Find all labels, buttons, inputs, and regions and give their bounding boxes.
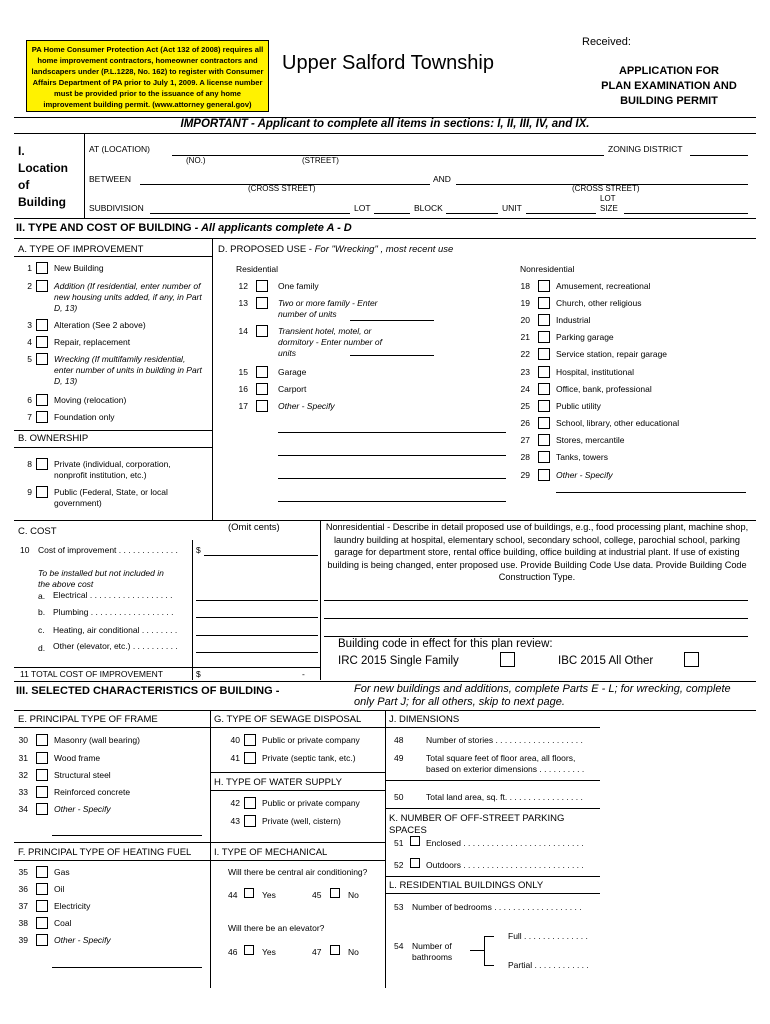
checkbox-18[interactable] (538, 280, 550, 292)
units-13-field[interactable] (350, 320, 434, 321)
dollar-11: $ (196, 669, 201, 679)
cost-c-letter: c. (38, 625, 45, 635)
item-label-17: Other - Specify (278, 401, 335, 411)
num-52: 52 (394, 860, 404, 870)
section-1-title-3: of (18, 178, 30, 192)
item-label-15: Garage (278, 367, 307, 377)
bathrooms-label: Number of bathrooms (412, 941, 453, 962)
lot-field[interactable] (374, 213, 410, 214)
item-number-23: 23 (520, 367, 530, 377)
zoning-district-label: ZONING DISTRICT (608, 144, 683, 154)
item-label-24: Office, bank, professional (556, 384, 652, 394)
total-cost-value[interactable]: - (302, 669, 305, 679)
item-number-8: 8 (27, 459, 32, 469)
item-label-16: Carport (278, 384, 307, 394)
township-title: Upper Salford Township (282, 52, 494, 74)
item-number-15: 15 (238, 367, 248, 377)
checkbox-14[interactable] (256, 325, 268, 337)
item-label-3: Alteration (See 2 above) (54, 320, 146, 330)
bedrooms-label: Number of bedrooms . . . . . . . . . . . . . . . . . . . (412, 902, 582, 912)
item-number-27: 27 (520, 435, 530, 445)
app-title-line-3: BUILDING PERMIT (620, 95, 718, 107)
checkbox-3[interactable] (36, 319, 48, 331)
checkbox-4[interactable] (36, 336, 48, 348)
item-number-28: 28 (520, 452, 530, 462)
checkbox-26[interactable] (538, 417, 550, 429)
num-50: 50 (394, 792, 404, 802)
cross-street-label-2: (CROSS STREET) (572, 184, 640, 193)
checkbox-13[interactable] (256, 297, 268, 309)
other-34-field[interactable] (52, 835, 202, 836)
a-type-title: A. TYPE OF IMPROVEMENT (18, 244, 144, 255)
outdoors-label: Outdoors . . . . . . . . . . . . . . . . . . . . . . . . . . (426, 860, 584, 870)
item-number-24: 24 (520, 384, 530, 394)
item-label-22: Service station, repair garage (556, 349, 668, 359)
item-number-35: 35 (18, 867, 28, 877)
app-title-line-2: PLAN EXAMINATION AND (601, 80, 737, 92)
partial-bath-label: Partial . . . . . . . . . . . . (508, 960, 589, 970)
cost-c-label: Heating, air conditional . . . . . . . . (53, 625, 178, 635)
stories-label: Number of stories . . . . . . . . . . . . . . . . . . . (426, 735, 583, 745)
checkbox-43[interactable] (244, 815, 256, 827)
item-label-25: Public utility (556, 401, 601, 411)
item-label-38: Coal (54, 918, 72, 928)
checkbox-42[interactable] (244, 797, 256, 809)
cost-improvement-field[interactable] (204, 555, 318, 556)
checkbox-22[interactable] (538, 348, 550, 360)
cost-b-letter: b. (38, 607, 46, 617)
cost-d-field[interactable] (196, 652, 318, 653)
other-17-line-2[interactable] (278, 455, 506, 456)
checkbox-5[interactable] (36, 353, 48, 365)
received-label: Received: (582, 36, 631, 48)
item-label-39: Other - Specify (54, 935, 111, 945)
yes-44-label: Yes (262, 890, 276, 900)
other-17-line-4[interactable] (278, 501, 506, 502)
nonresidential-label: Nonresidential (520, 264, 575, 274)
num-46: 46 (228, 947, 238, 957)
cost-a-letter: a. (38, 591, 46, 601)
code-in-effect-label: Building code in effect for this plan review: (338, 638, 553, 650)
floor-area-label: Total square feet of floor area, all floors, based on exterior dimensions . . . . . . . . . . (426, 753, 585, 774)
item-number-3: 3 (27, 320, 32, 330)
item-number-22: 22 (520, 349, 530, 359)
checkbox-15[interactable] (256, 366, 268, 378)
l-residential-title: L. RESIDENTIAL BUILDINGS ONLY (389, 880, 544, 891)
cross-street-label-1: (CROSS STREET) (248, 184, 316, 193)
item-number-30: 30 (18, 735, 28, 745)
item-label-37: Electricity (54, 901, 91, 911)
item-number-31: 31 (18, 753, 28, 763)
other-17-line-3[interactable] (278, 478, 506, 479)
d-title-suffix: For "Wrecking" , most recent use (314, 244, 454, 255)
checkbox-2[interactable] (36, 280, 48, 292)
item-label-29: Other - Specify (556, 470, 613, 480)
irc-checkbox[interactable] (500, 652, 515, 667)
total-cost-label: 11 TOTAL COST OF IMPROVEMENT (20, 669, 163, 679)
residential-label: Residential (236, 264, 279, 274)
checkbox-51[interactable] (410, 836, 420, 846)
num-47: 47 (312, 947, 322, 957)
b-ownership-title: B. OWNERSHIP (18, 433, 89, 444)
item-label-35: Gas (54, 867, 70, 877)
app-title-line-1: APPLICATION FOR (618, 65, 719, 77)
location-field[interactable] (172, 155, 604, 156)
between-label: BETWEEN (89, 174, 132, 184)
application-title (580, 64, 758, 109)
other-39-field[interactable] (52, 967, 202, 968)
e-frame-title: E. PRINCIPAL TYPE OF FRAME (18, 714, 158, 725)
item-number-41: 41 (230, 753, 240, 763)
cost-b-field[interactable] (196, 617, 318, 618)
cost-improvement-label: Cost of improvement . . . . . . . . . . . . . (38, 545, 178, 555)
elevator-question: Will there be an elevator? (228, 923, 325, 933)
num-51: 51 (394, 838, 404, 848)
item-number-14: 14 (238, 326, 248, 336)
to-be-installed-note: To be installed but not included in the above cost (38, 568, 164, 589)
num-45: 45 (312, 890, 322, 900)
section-3-note: For new buildings and additions, complete Parts E - L; for wrecking, complete only Part J; for all others, skip to next page. (354, 683, 731, 708)
h-water-title: H. TYPE OF WATER SUPPLY (214, 777, 342, 788)
dollar-10: $ (196, 545, 201, 555)
item-label-7: Foundation only (54, 412, 115, 422)
street-label: (STREET) (302, 156, 339, 165)
section-1-title-4: Building (18, 195, 66, 209)
describe-line-1[interactable] (324, 600, 748, 601)
checkbox-41[interactable] (244, 752, 256, 764)
item-number-36: 36 (18, 884, 28, 894)
checkbox-35[interactable] (36, 866, 48, 878)
section-2-title-main: II. TYPE AND COST OF BUILDING (16, 222, 192, 234)
zoning-district-field[interactable] (690, 155, 748, 156)
num-53: 53 (394, 902, 404, 912)
checkbox-9[interactable] (36, 486, 48, 498)
item-number-19: 19 (520, 298, 530, 308)
contractor-notice: PA Home Consumer Protection Act (Act 132 of 2008) requires all home improvement contractors, homeowner contractors and landscapers under (P.L.1228, No. 162) to register with Consumer Affairs Department of PA prior to July 1, 2009. A license number must be provided prior to the issuance of any home improvement building permit. (www.attorney general.gov) (26, 40, 269, 112)
item-label-28: Tanks, towers (556, 452, 608, 462)
important-notice: IMPORTANT - Applicant to complete all items in sections: I, II, III, IV, and IX. (180, 118, 590, 130)
item-number-29: 29 (520, 470, 530, 480)
other-17-line-1[interactable] (278, 432, 506, 433)
item-label-41: Private (septic tank, etc.) (262, 753, 356, 763)
checkbox-27[interactable] (538, 434, 550, 446)
ibc-label: IBC 2015 All Other (558, 655, 654, 667)
f-fuel-title: F. PRINCIPAL TYPE OF HEATING FUEL (18, 847, 192, 858)
item-number-18: 18 (520, 281, 530, 291)
block-field[interactable] (446, 213, 498, 214)
yes-46-label: Yes (262, 947, 276, 957)
checkbox-24[interactable] (538, 383, 550, 395)
item-label-30: Masonry (wall bearing) (54, 735, 140, 745)
item-label-26: School, library, other educational (556, 418, 680, 428)
no-45-label: No (348, 890, 359, 900)
item-label-20: Industrial (556, 315, 591, 325)
item-number-32: 32 (18, 770, 28, 780)
item-number-6: 6 (27, 395, 32, 405)
item-label-23: Hospital, institutional (556, 367, 634, 377)
block-label: BLOCK (414, 203, 443, 213)
i-mechanical-title: I. TYPE OF MECHANICAL (214, 847, 328, 858)
checkbox-36[interactable] (36, 883, 48, 895)
item-label-2: Addition (If residential, enter number of new housing units added, if any, in Part D, 13) (54, 281, 202, 313)
item-label-8: Private (individual, corporation, nonprofit institution, etc.) (54, 459, 171, 480)
item-number-16: 16 (238, 384, 248, 394)
c-cost-title: C. COST (18, 526, 57, 537)
checkbox-44[interactable] (244, 888, 254, 898)
lot-size-line-1: LOT (600, 194, 616, 203)
checkbox-29[interactable] (538, 469, 550, 481)
at-location-label: AT (LOCATION) (89, 144, 150, 154)
item-label-34: Other - Specify (54, 804, 111, 814)
item-label-40: Public or private company (262, 735, 360, 745)
nonresidential-description: Nonresidential - Describe in detail proposed use of buildings, e.g., food processing plant, machine shop, laundry building at hospital, elementary school, secondary school, college, parochial school, parking garage for department store, rental office building, office building at industrial plant. If use of existing building is being changed, enter proposed use. Provide Building Code Use data. Provide Building Code Construction Type. (325, 522, 749, 582)
central-air-question: Will there be central air conditioning? (228, 867, 368, 877)
checkbox-1[interactable] (36, 262, 48, 274)
item-number-9: 9 (27, 487, 32, 497)
item-number-13: 13 (238, 298, 248, 308)
cost-a-label: Electrical . . . . . . . . . . . . . . . . . . (53, 590, 173, 600)
item-number-37: 37 (18, 901, 28, 911)
no-label: (NO.) (186, 156, 206, 165)
section-1-title-1: I. (18, 144, 25, 158)
item-label-19: Church, other religious (556, 298, 642, 308)
checkbox-17[interactable] (256, 400, 268, 412)
checkbox-34[interactable] (36, 803, 48, 815)
d-use-title (218, 244, 453, 255)
num-49: 49 (394, 753, 404, 763)
cost-d-letter: d. (38, 643, 46, 653)
cost-a-field[interactable] (196, 600, 318, 601)
g-sewage-title: G. TYPE OF SEWAGE DISPOSAL (214, 714, 362, 725)
checkbox-21[interactable] (538, 331, 550, 343)
section-1-title-2: Location (18, 161, 68, 175)
item-number-38: 38 (18, 918, 28, 928)
omit-cents-label: (Omit cents) (228, 522, 280, 533)
item-number-2: 2 (27, 281, 32, 291)
item-label-42: Public or private company (262, 798, 360, 808)
unit-label: UNIT (502, 203, 522, 213)
checkbox-40[interactable] (244, 734, 256, 746)
item-number-33: 33 (18, 787, 28, 797)
item-label-1: New Building (54, 263, 104, 273)
checkbox-32[interactable] (36, 769, 48, 781)
unit-field[interactable] (526, 213, 596, 214)
item-label-6: Moving (relocation) (54, 395, 127, 405)
lot-label: LOT (354, 203, 371, 213)
item-number-42: 42 (230, 798, 240, 808)
item-label-14: Transient hotel, motel, or dormitory - Enter number of units (278, 326, 382, 358)
section-3-title: III. SELECTED CHARACTERISTICS OF BUILDING - (16, 685, 280, 697)
lot-size-field[interactable] (624, 213, 748, 214)
checkbox-39[interactable] (36, 934, 48, 946)
checkbox-38[interactable] (36, 917, 48, 929)
full-bath-label: Full . . . . . . . . . . . . . . (508, 931, 588, 941)
checkbox-30[interactable] (36, 734, 48, 746)
enclosed-label: Enclosed . . . . . . . . . . . . . . . . . . . . . . . . . . (426, 838, 584, 848)
checkbox-8[interactable] (36, 458, 48, 470)
describe-line-2[interactable] (324, 618, 748, 619)
item-label-36: Oil (54, 884, 65, 894)
checkbox-46[interactable] (244, 945, 254, 955)
checkbox-12[interactable] (256, 280, 268, 292)
checkbox-20[interactable] (538, 314, 550, 326)
item-number-20: 20 (520, 315, 530, 325)
item-number-21: 21 (520, 332, 530, 342)
subdivision-field[interactable] (150, 213, 350, 214)
item-number-39: 39 (18, 935, 28, 945)
item-label-32: Structural steel (54, 770, 111, 780)
j-dimensions-title: J. DIMENSIONS (389, 714, 460, 725)
item-label-18: Amusement, recreational (556, 281, 651, 291)
item-number-34: 34 (18, 804, 28, 814)
k-parking-title: K. NUMBER OF OFF-STREET PARKING SPACES (389, 813, 565, 836)
num-48: 48 (394, 735, 404, 745)
section-2-title (16, 222, 352, 234)
item-number-1: 1 (27, 263, 32, 273)
item-label-21: Parking garage (556, 332, 614, 342)
item-label-43: Private (well, cistern) (262, 816, 341, 826)
cost-c-field[interactable] (196, 635, 318, 636)
lot-size-line-2: SIZE (600, 204, 618, 213)
ibc-checkbox[interactable] (684, 652, 699, 667)
cost-b-label: Plumbing . . . . . . . . . . . . . . . . . . (53, 607, 174, 617)
item-number-17: 17 (238, 401, 248, 411)
describe-line-3[interactable] (324, 636, 748, 637)
item-label-9: Public (Federal, State, or local government) (54, 487, 168, 508)
item-label-33: Reinforced concrete (54, 787, 131, 797)
section-1-title (18, 143, 68, 211)
irc-label: IRC 2015 Single Family (338, 655, 459, 667)
cost-d-label: Other (elevator, etc.) . . . . . . . . . . (53, 641, 178, 651)
item-number-4: 4 (27, 337, 32, 347)
checkbox-37[interactable] (36, 900, 48, 912)
item-label-27: Stores, mercantile (556, 435, 625, 445)
item-number-25: 25 (520, 401, 530, 411)
item-number-7: 7 (27, 412, 32, 422)
checkbox-16[interactable] (256, 383, 268, 395)
num-44: 44 (228, 890, 238, 900)
item-number-40: 40 (230, 735, 240, 745)
item-label-31: Wood frame (54, 753, 101, 763)
checkbox-52[interactable] (410, 858, 420, 868)
checkbox-28[interactable] (538, 451, 550, 463)
and-label: AND (433, 174, 451, 184)
item-number-12: 12 (238, 281, 248, 291)
units-14-field[interactable] (350, 355, 434, 356)
subdivision-label: SUBDIVISION (89, 203, 144, 213)
d-title-main: D. PROPOSED USE - (218, 244, 315, 255)
lot-size-label (600, 194, 618, 214)
item-number-5: 5 (27, 354, 32, 364)
item-number-26: 26 (520, 418, 530, 428)
land-area-label: Total land area, sq. ft. . . . . . . . . . . . . . . . . (426, 792, 583, 802)
checkbox-33[interactable] (36, 786, 48, 798)
other-29-line-1[interactable] (556, 492, 746, 493)
cost-10-num: 10 (20, 545, 30, 555)
checkbox-6[interactable] (36, 394, 48, 406)
checkbox-45[interactable] (330, 888, 340, 898)
no-47-label: No (348, 947, 359, 957)
checkbox-23[interactable] (538, 366, 550, 378)
checkbox-7[interactable] (36, 411, 48, 423)
checkbox-47[interactable] (330, 945, 340, 955)
num-54: 54 (394, 941, 404, 951)
item-number-43: 43 (230, 816, 240, 826)
item-label-5: Wrecking (If multifamily residential, enter number of units in building in Part D, 13) (54, 354, 202, 386)
item-label-4: Repair, replacement (54, 337, 131, 347)
checkbox-25[interactable] (538, 400, 550, 412)
checkbox-19[interactable] (538, 297, 550, 309)
checkbox-31[interactable] (36, 752, 48, 764)
item-label-13: Two or more family - Enter number of units (278, 298, 378, 319)
item-label-12: One family (278, 281, 319, 291)
section-2-title-suffix: - All applicants complete A - D (191, 222, 352, 234)
